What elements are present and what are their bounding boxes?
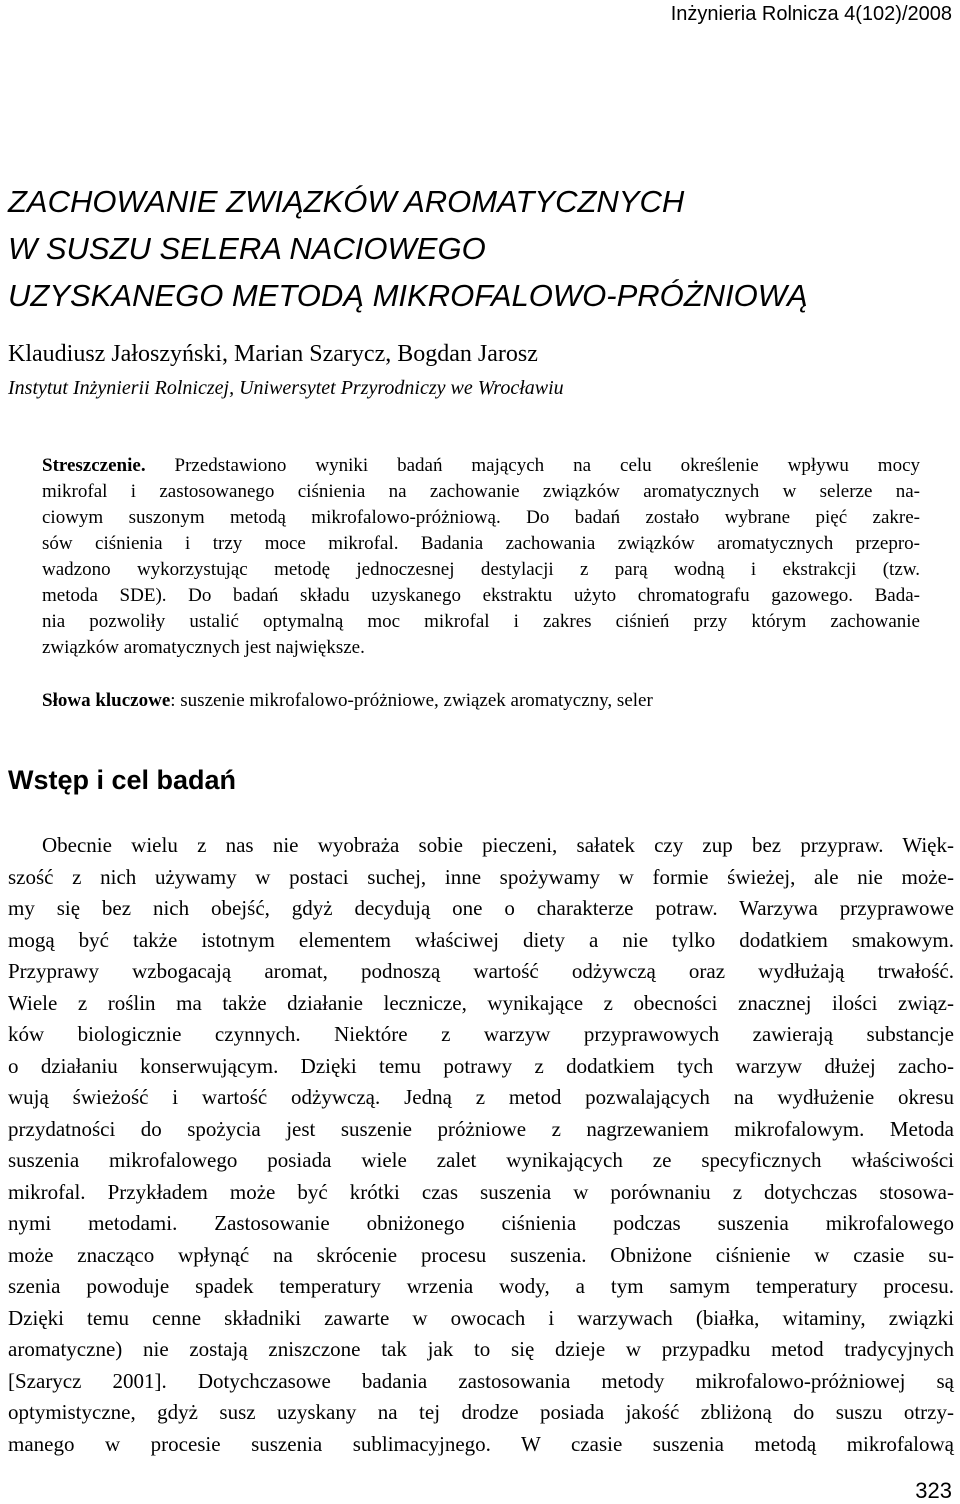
body-line: Dzięki temu cenne składniki zawarte w owocach i warzywach (białka, witaminy, związki: [8, 1305, 954, 1330]
body-line: mikrofal. Przykładem może być krótki czas suszenia w porównaniu z dotychczas stosowa-: [8, 1179, 954, 1204]
abstract-line: związków aromatycznych jest największe.: [42, 637, 365, 658]
body-line: może znacząco wpłynąć na skrócenie procesu suszenia. Obniżone ciśnienie w czasie su-: [8, 1242, 954, 1267]
keywords: [42, 688, 653, 714]
abstract-line: ciowym suszonym metodą mikrofalowo-próżniową. Do badań zostało wybrane pięć zakre-: [42, 507, 920, 528]
article-title: [8, 178, 808, 319]
authors: Klaudiusz Jałoszyński, Marian Szarycz, Bogdan Jarosz: [8, 341, 538, 367]
body-line: Wiele z roślin ma także działanie lecznicze, wynikające z obecności znacznej ilości związ-: [8, 990, 954, 1015]
abstract-line: metoda SDE). Do badań składu uzyskanego ekstraktu użyto chromatografu gazowego. Bada-: [42, 585, 920, 606]
body-line: szenia powoduje spadek temperatury wrzenia wody, a tym samym temperatury procesu.: [8, 1274, 954, 1298]
body-line: szość z nich używamy w postaci suchej, inne spożywamy w formie świeżej, ale nie może-: [8, 864, 954, 889]
abstract-line: wadzono wykorzystując metodę jednoczesnej destylacji z parą wodną i ekstrakcji (tzw.: [42, 559, 920, 580]
body-line: nymi metodami. Zastosowanie obniżonego ciśnienia podczas suszenia mikrofalowego: [8, 1211, 954, 1235]
abstract-label: Streszczenie.: [42, 455, 146, 476]
keywords-label: Słowa kluczowe: [42, 690, 171, 711]
body-text: [8, 830, 954, 1460]
body-line: ków biologicznie czynnych. Niektóre z warzyw przyprawowych zawierają substancje: [8, 1022, 954, 1046]
affiliation: Instytut Inżynierii Rolniczej, Uniwersytet Przyrodniczy we Wrocławiu: [8, 377, 564, 399]
body-line: wują świeżość i wartość odżywczą. Jedną z metod pozwalających na wydłużenie okresu: [8, 1085, 954, 1109]
body-line: przydatności do spożycia jest suszenie próżniowe z nagrzewaniem mikrofalowym. Metoda: [8, 1116, 954, 1141]
abstract-line: nia pozwoliły ustalić optymalną moc mikrofal i zakres ciśnień przy którym zachowanie: [42, 611, 920, 632]
body-line: aromatyczne) nie zostają zniszczone tak jak to się dzieje w przypadku metod tradycyjnych: [8, 1337, 954, 1361]
section-heading: Wstęp i cel badań: [8, 765, 237, 795]
abstract-line: mikrofal i zastosowanego ciśnienia na zachowanie związków aromatycznych w selerze na-: [42, 481, 920, 502]
body-line: my się bez nich obejść, gdyż decydują one o charakterze potraw. Warzywa przyprawowe: [8, 896, 954, 920]
body-line: manego w procesie suszenia sublimacyjnego. W czasie suszenia metodą mikrofalową: [8, 1431, 954, 1456]
abstract: [42, 453, 920, 661]
title-line: W SUSZU SELERA NACIOWEGO: [8, 231, 486, 266]
body-line: [Szarycz 2001]. Dotychczasowe badania zastosowania metody mikrofalowo-próżniowej są: [8, 1368, 954, 1393]
keywords-text: : suszenie mikrofalowo-próżniowe, związek aromatyczny, seler: [170, 690, 653, 711]
body-line: suszenia mikrofalowego posiada wiele zalet wynikających ze specyficznych właściwości: [8, 1148, 954, 1172]
abstract-line: sów ciśnienia i trzy moce mikrofal. Badania zachowania związków aromatycznych przepro-: [42, 533, 920, 554]
journal-header: Inżynieria Rolnicza 4(102)/2008: [670, 3, 952, 25]
body-line: optymistyczne, gdyż susz uzyskany na tej drodze posiada jakość zbliżoną do suszu otrzy-: [8, 1400, 954, 1424]
body-line: o działaniu konserwującym. Dzięki temu potrawy z dodatkiem tych warzyw dłużej zacho-: [8, 1053, 954, 1078]
body-line: mogą być także istotnym elementem właściwej diety a nie tylko dodatkiem smakowym.: [8, 927, 954, 952]
page-number: 323: [915, 1478, 952, 1503]
title-line: UZYSKANEGO METODĄ MIKROFALOWO-PRÓŻNIOWĄ: [8, 278, 808, 313]
abstract-text: Przedstawiono wyniki badań mających na celu określenie wpływu mocy: [174, 455, 921, 476]
body-line: Obecnie wielu z nas nie wyobraża sobie pieczeni, sałatek czy zup bez przypraw. Więk-: [42, 833, 954, 857]
abstract-line: [42, 453, 920, 479]
body-line: Przyprawy wzbogacają aromat, podnoszą wartość odżywczą oraz wydłużają trwałość.: [8, 959, 954, 983]
title-line: ZACHOWANIE ZWIĄZKÓW AROMATYCZNYCH: [8, 184, 685, 219]
